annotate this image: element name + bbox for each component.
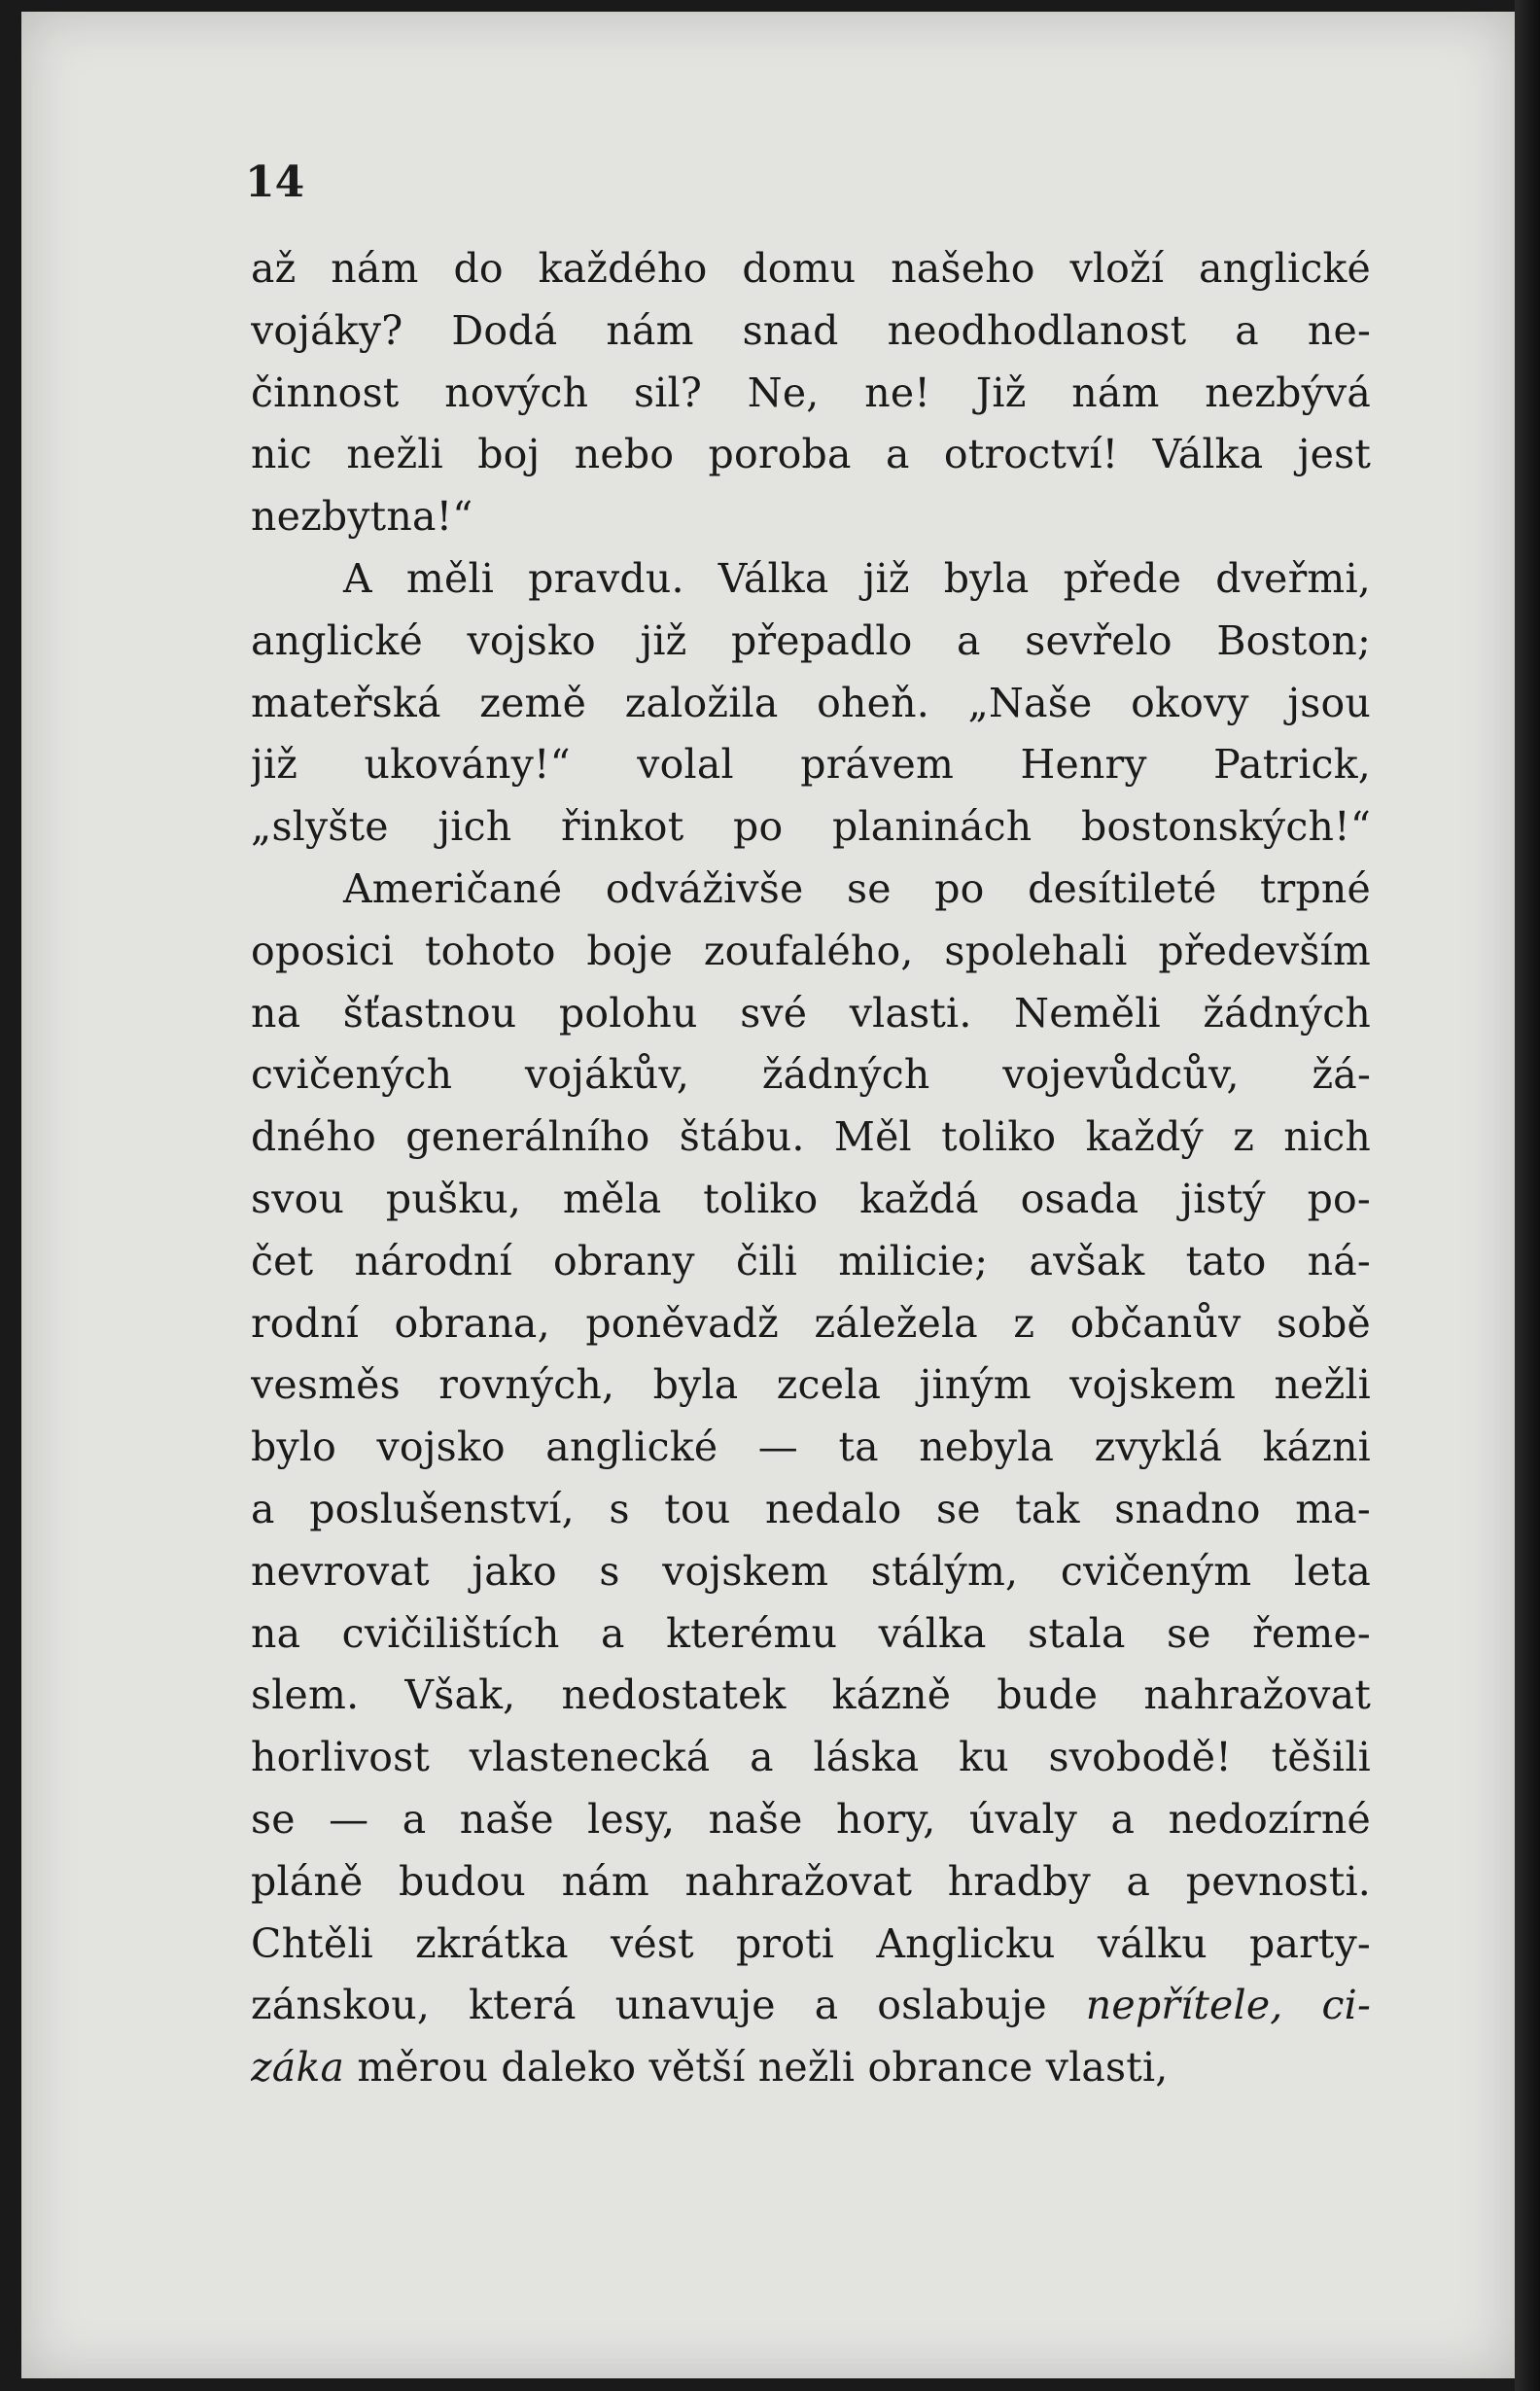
text-line: cvičených vojákův, žádných vojevůdcův, žá-	[251, 1051, 1371, 1099]
text-line: horlivost vlastenecká a láska ku svobodě! těšili	[251, 1734, 1371, 1781]
text-line: na cvičilištích a kterému válka stala se řeme-	[251, 1609, 1371, 1657]
text-line: nevrovat jako s vojskem stálým, cvičeným leta	[251, 1547, 1371, 1595]
text-line: vojáky? Dodá nám snad neodhodlanost a ne-	[251, 306, 1371, 354]
text-line-segment: měrou daleko větší nežli obrance vlasti,	[344, 2044, 1169, 2092]
text-line: bylo vojsko anglické — ta nebyla zvyklá kázni	[251, 1424, 1371, 1471]
text-line: rodní obrana, poněvadž záležela z občanův sobě	[251, 1299, 1371, 1347]
text-line: činnost nových sil? Ne, ne! Již nám nezbývá	[251, 369, 1371, 416]
italic-text: nepřítele, ci-	[1085, 1982, 1371, 2029]
text-line: oposici tohoto boje zoufalého, spolehali především	[251, 927, 1371, 974]
text-line: mateřská země založila oheň. „Naše okovy jsou	[251, 679, 1371, 726]
text-line: vesměs rovných, byla zcela jiným vojskem nežli	[251, 1361, 1371, 1409]
text-line: pláně budou nám nahražovat hradby a pevnosti.	[251, 1857, 1371, 1905]
text-line	[251, 2037, 1371, 2099]
text-line: a poslušenství, s tou nedalo se tak snadno ma-	[251, 1485, 1371, 1532]
text-line: A měli pravdu. Válka již byla přede dveřmi,	[343, 554, 1371, 602]
body-text	[251, 238, 1371, 2099]
text-line: nic nežli boj nebo poroba a otroctví! Válka jest	[251, 431, 1371, 478]
italic-text: záka	[251, 2044, 345, 2092]
text-line: již ukovány!“ volal právem Henry Patrick,	[251, 741, 1371, 789]
text-line: Chtěli zkrátka vést proti Anglicku válku party-	[251, 1919, 1371, 1967]
text-line: se — a naše lesy, naše hory, úvaly a nedozírné	[251, 1795, 1371, 1843]
page-number: 14	[245, 158, 305, 207]
text-line: čet národní obrany čili milicie; avšak tato ná-	[251, 1237, 1371, 1284]
text-line: až nám do každého domu našeho vloží anglické	[251, 245, 1371, 292]
text-line: na šťastnou polohu své vlasti. Neměli žádných	[251, 989, 1371, 1037]
text-line: nezbytna!“	[251, 493, 473, 541]
text-line: „slyšte jich řinkot po planinách bostonských!“	[251, 803, 1371, 851]
text-line-segment: zánskou, která unavuje a oslabuje	[251, 1982, 1086, 2029]
text-line: Američané odváživše se po desítileté trpné	[343, 864, 1371, 912]
text-line: svou pušku, měla toliko každá osada jistý po-	[251, 1175, 1371, 1222]
book-spine-shadow	[1515, 0, 1540, 2391]
text-line: anglické vojsko již přepadlo a sevřelo Boston;	[251, 616, 1371, 664]
text-line: slem. Však, nedostatek kázně bude nahražovat	[251, 1671, 1371, 1719]
text-line: dného generálního štábu. Měl toliko každý z nich	[251, 1113, 1371, 1161]
text-line	[251, 1975, 1371, 2037]
